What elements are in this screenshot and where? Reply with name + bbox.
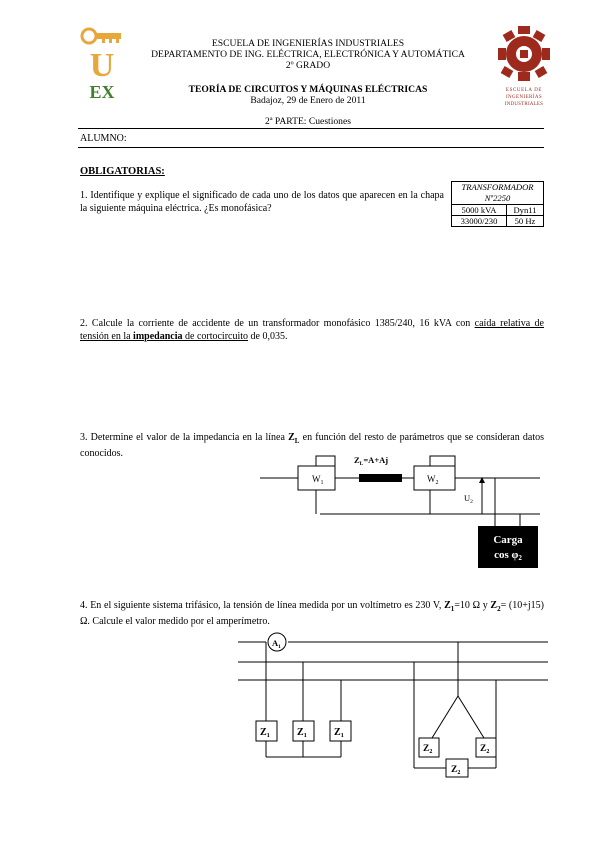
svg-text:Z1: $Z_1$ (334, 727, 344, 739)
question-1: 1. Identifique y explique el significado de cada uno de los datos que aparecen en la chapa la siguiente máquina eléctrica. ¿Es monofásica? (80, 190, 444, 214)
wattmeter-2-label: $W_2$ (427, 474, 439, 486)
z1-box-a (256, 721, 277, 741)
line-impedance (359, 474, 402, 482)
plate-group: Dyn11 (507, 205, 544, 216)
uex-logo-ex: EX (89, 82, 115, 100)
uex-logo (80, 26, 124, 100)
student-label: ALUMNO: (80, 133, 127, 144)
svg-text:Z1: $Z_1$ (297, 727, 307, 739)
load-label: Carga (493, 534, 523, 546)
z1-box-b (293, 721, 314, 741)
line-impedance-label: $Z_L=A+Aj$ (354, 455, 389, 467)
transformer-plate (451, 181, 544, 227)
question-2: 2. Calcule la corriente de accidente de un transformador monofásico 1385/240, 16 kVA con caída relativa de tensión en la impedancia de cortocircuito de 0,035. (80, 318, 544, 342)
svg-text:INGENIERÍAS: INGENIERÍAS (505, 95, 543, 100)
svg-text:Z2: $Z_2$ (451, 765, 461, 776)
school-logo (496, 24, 552, 112)
load-box (478, 526, 538, 568)
school-name: ESCUELA DE INGENIERÍAS INDUSTRIALES (211, 38, 405, 49)
school-logo-gear-icon (498, 26, 550, 81)
exam-date: Badajoz, 29 de Enero de 2011 (250, 95, 366, 106)
load-cos-label: cos φ2 (494, 549, 522, 562)
svg-text:INDUSTRIALES: INDUSTRIALES (504, 102, 544, 107)
section-title: OBLIGATORIAS: (80, 166, 165, 177)
plate-frequency: 50 Hz (507, 216, 544, 227)
circuit-diagram-q4 (236, 630, 552, 785)
svg-text:Z1: $Z_1$ (260, 727, 270, 739)
grade: 2º GRADO (285, 60, 331, 71)
department-name: DEPARTAMENTO DE ING. ELÉCTRICA, ELECTRÓNICA Y AUTOMÁTICA (151, 49, 465, 60)
header-divider (78, 128, 544, 129)
ammeter-label: $A_1$ (272, 638, 281, 650)
wattmeter-1-label: $W_1$ (312, 474, 324, 486)
z2-box-bottom (446, 759, 468, 777)
question-4: 4. En el siguiente sistema trifásico, la tensión de línea medida por un voltímetro es 230 V, $Z_1=10$ Ω y $Z_2= (10+j15)$ Ω. Calcule el valor medido por el amperímetro. (80, 600, 544, 627)
circuit-diagram-q3 (260, 448, 550, 573)
z2-box-left (419, 738, 439, 757)
z2-box-right (476, 738, 496, 757)
svg-text:Z2: $Z_2$ (480, 744, 490, 755)
z1-box-c (330, 721, 351, 741)
svg-text:Z2: $Z_2$ (423, 744, 433, 755)
voltage-u2-label: $U_2$ (464, 493, 473, 505)
svg-text:ESCUELA DE: ESCUELA DE (505, 88, 543, 93)
plate-title: TRANSFORMADOR (461, 182, 534, 192)
plate-power: 5000 kVA (452, 205, 507, 216)
exam-part: 2ª PARTE: Cuestiones (265, 116, 351, 127)
plate-number: Nº2250 (484, 193, 511, 203)
plate-voltage: 33000/230 (452, 216, 507, 227)
course-title: TEORÍA DE CIRCUITOS Y MÁQUINAS ELÉCTRICAS (188, 84, 428, 95)
uex-logo-key-icon (82, 29, 121, 43)
student-divider (78, 147, 544, 148)
uex-logo-u: U (89, 47, 115, 84)
question-3: 3. Determine el valor de la impedancia en la línea $Z_L$ en función del resto de parámetros que se consideran datos conocidos. (80, 432, 544, 459)
